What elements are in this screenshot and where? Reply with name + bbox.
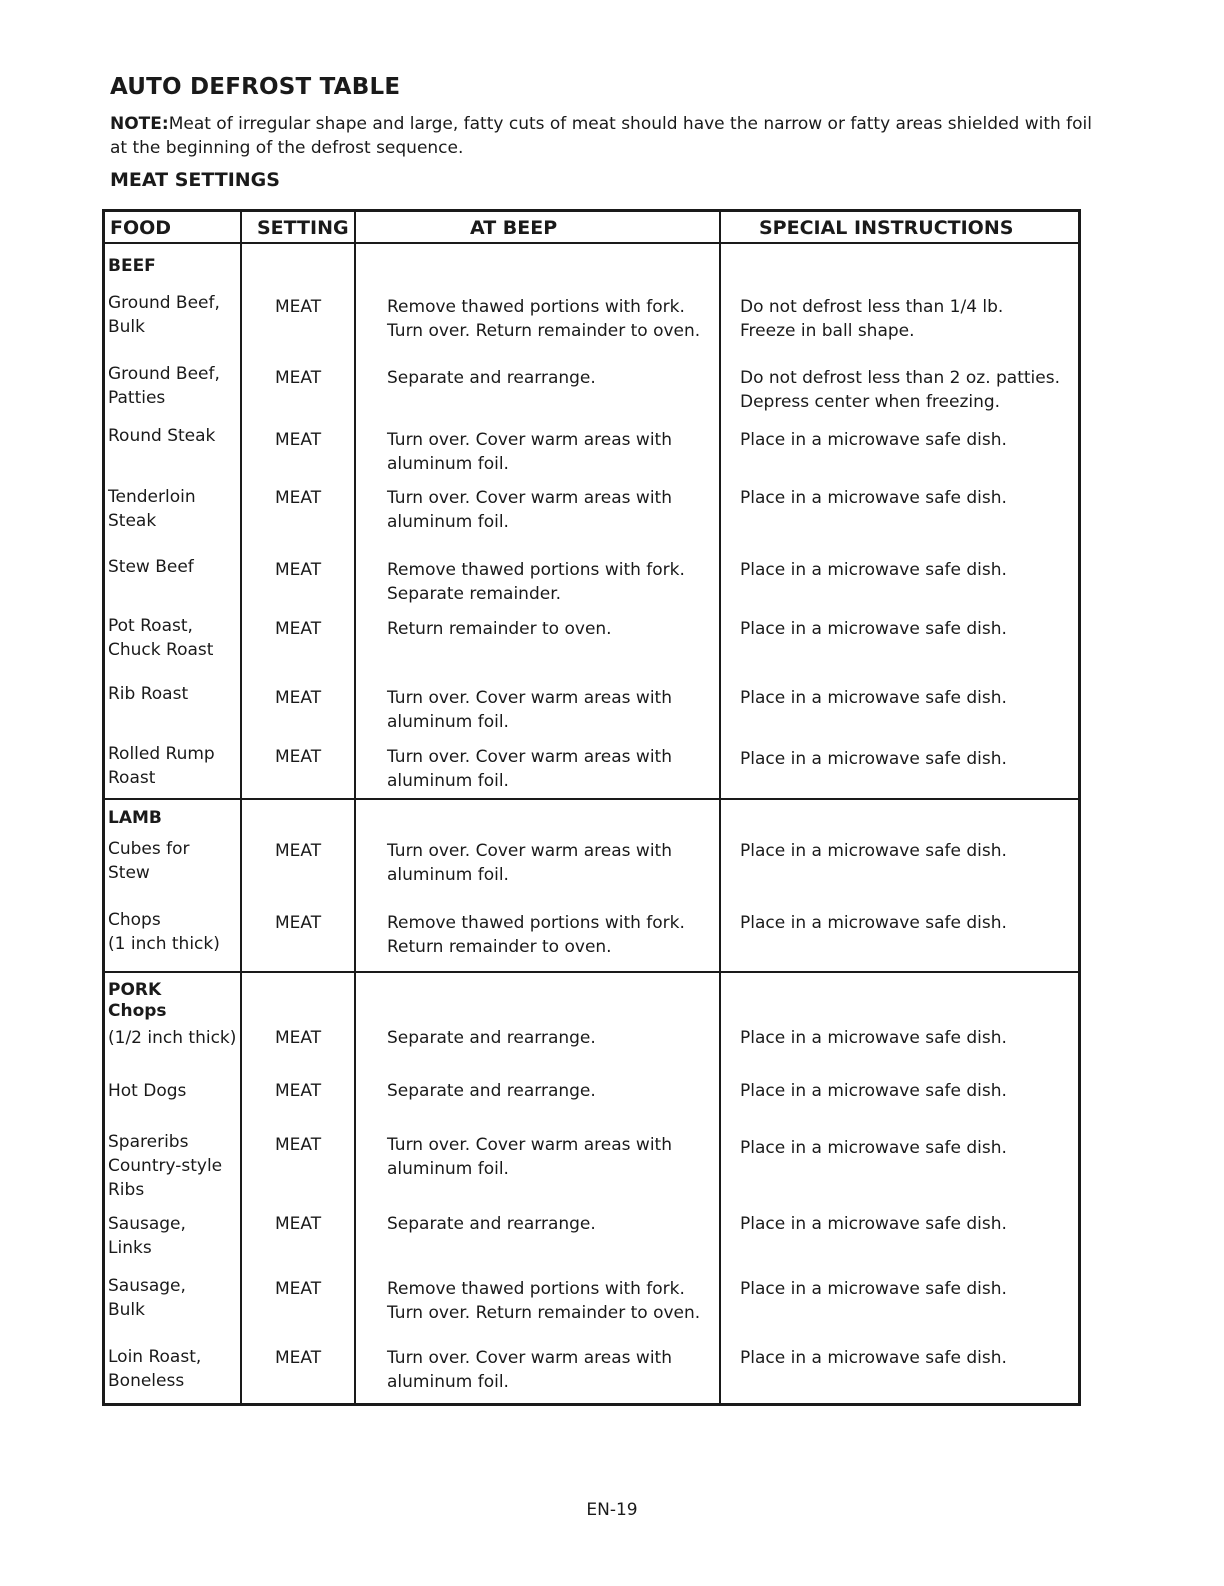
food-cell: Stew Beef — [108, 557, 194, 577]
special-cell: Place in a microwave safe dish. — [740, 488, 1007, 508]
at-beep-cell: Turn over. Cover warm areas with aluminum foil. — [387, 688, 672, 732]
setting-cell: MEAT — [275, 1348, 322, 1368]
note-text: Meat of irregular shape and large, fatty cuts of meat should have the narrow or fatty areas shielded with foil at the beginning of the defrost sequence. — [110, 114, 1092, 158]
defrost-table — [102, 209, 1081, 1406]
at-beep-cell: Separate and rearrange. — [387, 1214, 596, 1234]
at-beep-cell: Separate and rearrange. — [387, 1028, 596, 1048]
group-lamb: LAMB — [108, 808, 162, 828]
group-pork: PORK — [108, 980, 162, 1000]
special-cell: Do not defrost less than 2 oz. patties. Depress center when freezing. — [740, 368, 1060, 412]
header-setting: SETTING — [257, 217, 349, 239]
at-beep-cell: Turn over. Cover warm areas with aluminum foil. — [387, 488, 672, 532]
group-divider — [102, 798, 1081, 800]
setting-cell: MEAT — [275, 368, 322, 388]
special-cell: Place in a microwave safe dish. — [740, 1028, 1007, 1048]
at-beep-cell: Return remainder to oven. — [387, 619, 612, 639]
special-cell: Place in a microwave safe dish. — [740, 560, 1007, 580]
setting-cell: MEAT — [275, 913, 322, 933]
at-beep-cell: Remove thawed portions with fork. Return remainder to oven. — [387, 913, 685, 957]
food-cell: Sausage, Links — [108, 1214, 186, 1258]
at-beep-cell: Remove thawed portions with fork. Turn over. Return remainder to oven. — [387, 297, 701, 341]
special-cell: Do not defrost less than 1/4 lb. Freeze in ball shape. — [740, 297, 1004, 341]
food-cell: Round Steak — [108, 426, 216, 446]
setting-cell: MEAT — [275, 619, 322, 639]
note — [110, 112, 1100, 160]
food-cell: Rib Roast — [108, 684, 189, 704]
setting-cell: MEAT — [275, 297, 322, 317]
food-cell: Loin Roast, Boneless — [108, 1347, 202, 1391]
page-title: AUTO DEFROST TABLE — [110, 74, 401, 100]
setting-cell: MEAT — [275, 1214, 322, 1234]
at-beep-cell: Turn over. Cover warm areas with aluminum foil. — [387, 1135, 672, 1179]
food-cell: Ground Beef, Patties — [108, 364, 220, 408]
setting-cell: MEAT — [275, 430, 322, 450]
special-cell: Place in a microwave safe dish. — [740, 1214, 1007, 1234]
at-beep-cell: Remove thawed portions with fork. Separate remainder. — [387, 560, 685, 604]
setting-cell: MEAT — [275, 1279, 322, 1299]
special-cell: Place in a microwave safe dish. — [740, 688, 1007, 708]
food-cell: (1/2 inch thick) — [108, 1028, 237, 1048]
group-divider — [102, 971, 1081, 973]
header-food: FOOD — [110, 217, 172, 239]
special-cell: Place in a microwave safe dish. — [740, 1081, 1007, 1101]
setting-cell: MEAT — [275, 688, 322, 708]
header-at-beep: AT BEEP — [470, 217, 558, 239]
page-number: EN-19 — [586, 1500, 638, 1520]
special-cell: Place in a microwave safe dish. — [740, 749, 1007, 769]
at-beep-cell: Turn over. Cover warm areas with aluminum foil. — [387, 1348, 672, 1392]
column-divider — [354, 209, 356, 1406]
at-beep-cell: Turn over. Cover warm areas with aluminum foil. — [387, 430, 672, 474]
food-cell: Pot Roast, Chuck Roast — [108, 616, 214, 660]
food-cell: Cubes for Stew — [108, 839, 190, 883]
note-label: NOTE: — [110, 114, 169, 134]
setting-cell: MEAT — [275, 1081, 322, 1101]
special-cell: Place in a microwave safe dish. — [740, 913, 1007, 933]
food-cell: Chops (1 inch thick) — [108, 910, 220, 954]
setting-cell: MEAT — [275, 1135, 322, 1155]
at-beep-cell: Turn over. Cover warm areas with aluminum foil. — [387, 747, 672, 791]
header-special-instructions: SPECIAL INSTRUCTIONS — [759, 217, 1014, 239]
at-beep-cell: Separate and rearrange. — [387, 368, 596, 388]
food-cell: Rolled Rump Roast — [108, 744, 215, 788]
food-cell: Ground Beef, Bulk — [108, 293, 220, 337]
header-divider — [102, 242, 1081, 244]
food-cell: Hot Dogs — [108, 1081, 187, 1101]
food-cell: Tenderloin Steak — [108, 487, 196, 531]
section-title: MEAT SETTINGS — [110, 169, 280, 191]
special-cell: Place in a microwave safe dish. — [740, 619, 1007, 639]
setting-cell: MEAT — [275, 488, 322, 508]
setting-cell: MEAT — [275, 1028, 322, 1048]
at-beep-cell: Separate and rearrange. — [387, 1081, 596, 1101]
special-cell: Place in a microwave safe dish. — [740, 841, 1007, 861]
column-divider — [240, 209, 242, 1406]
food-cell: Spareribs Country-style Ribs — [108, 1132, 223, 1200]
group-beef: BEEF — [108, 256, 156, 276]
special-cell: Place in a microwave safe dish. — [740, 1279, 1007, 1299]
special-cell: Place in a microwave safe dish. — [740, 1348, 1007, 1368]
setting-cell: MEAT — [275, 747, 322, 767]
column-divider — [719, 209, 721, 1406]
setting-cell: MEAT — [275, 841, 322, 861]
setting-cell: MEAT — [275, 560, 322, 580]
special-cell: Place in a microwave safe dish. — [740, 1138, 1007, 1158]
group-pork-chops: Chops — [108, 1001, 167, 1021]
food-cell: Sausage, Bulk — [108, 1276, 186, 1320]
at-beep-cell: Remove thawed portions with fork. Turn over. Return remainder to oven. — [387, 1279, 701, 1323]
at-beep-cell: Turn over. Cover warm areas with aluminum foil. — [387, 841, 672, 885]
special-cell: Place in a microwave safe dish. — [740, 430, 1007, 450]
